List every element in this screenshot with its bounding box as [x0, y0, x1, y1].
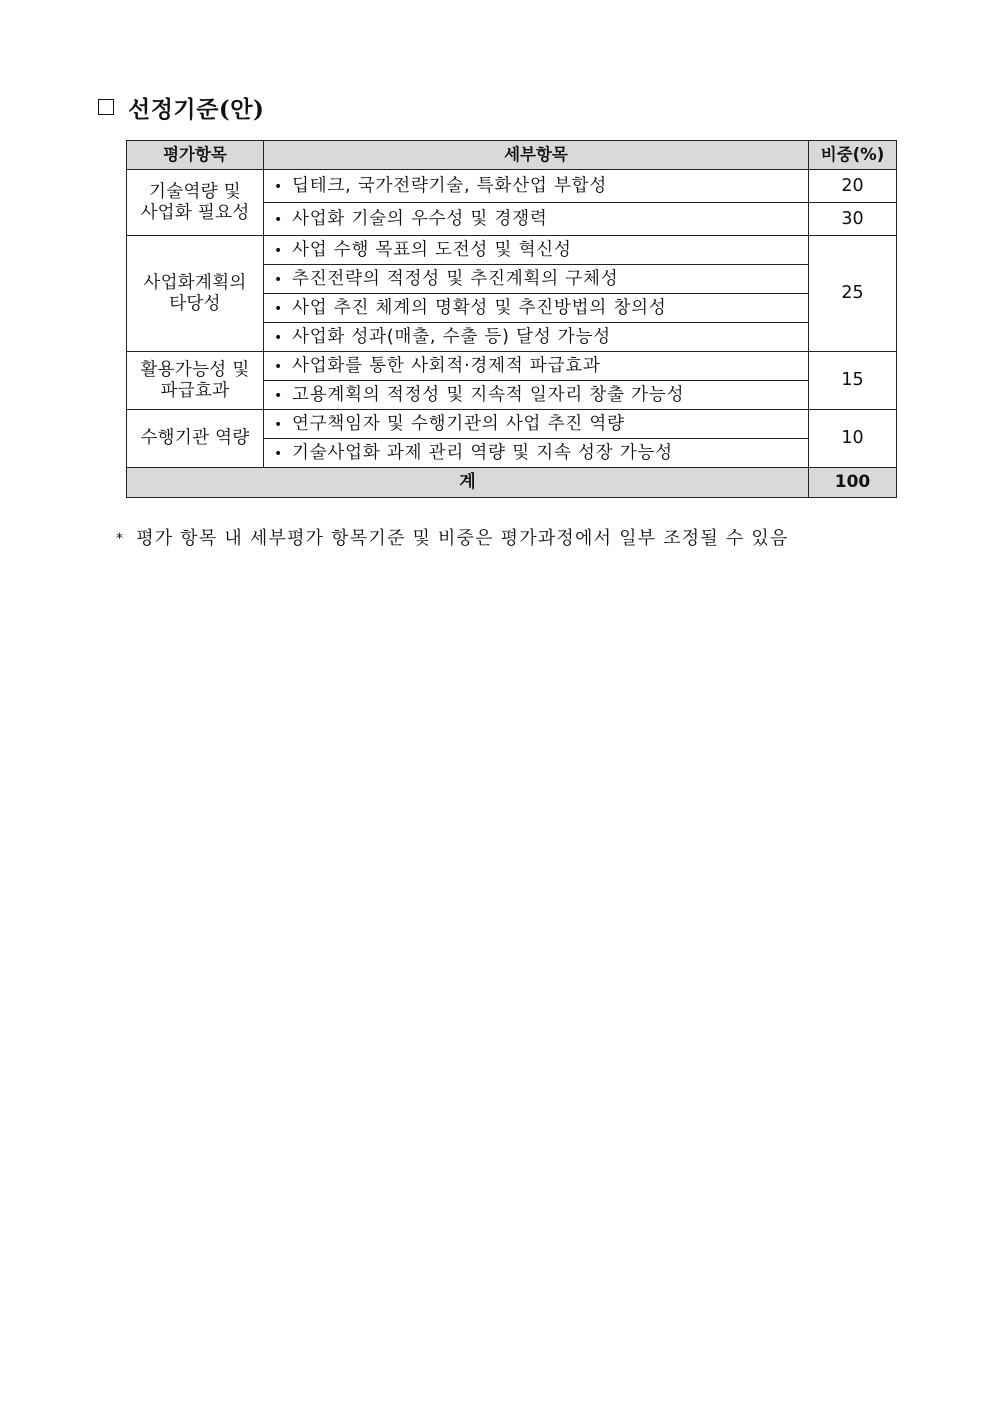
detail-cell: [264, 265, 809, 294]
total-label: 계: [127, 468, 809, 498]
category-line: 파급효과: [160, 380, 230, 401]
detail-cell: [264, 170, 809, 203]
category-line: 타당성: [169, 293, 221, 314]
header-category: 평가항목: [127, 141, 264, 170]
weight-cell: 25: [809, 236, 897, 352]
checkbox-icon: [98, 99, 114, 115]
category-line: 사업화 필요성: [140, 202, 250, 223]
weight-cell: 20: [809, 170, 897, 203]
header-detail: 세부항목: [264, 141, 809, 170]
detail-cell: [264, 294, 809, 323]
bullet-icon: •: [274, 387, 284, 404]
detail-cell: [264, 352, 809, 381]
category-cell: [127, 170, 264, 236]
detail-text: 사업화를 통한 사회적·경제적 파급효과: [292, 355, 601, 376]
bullet-icon: •: [274, 271, 284, 288]
detail-text: 고용계획의 적정성 및 지속적 일자리 창출 가능성: [292, 384, 685, 405]
section-title: 선정기준(안): [128, 95, 265, 123]
category-line: 사업화계획의: [143, 273, 247, 294]
table-row: [127, 170, 897, 203]
category-line: 기술역량 및: [149, 182, 241, 203]
table-header-row: [127, 141, 897, 170]
bullet-icon: •: [274, 329, 284, 346]
table-row: [127, 352, 897, 381]
weight-cell: 10: [809, 410, 897, 468]
detail-text: 사업 추진 체계의 명확성 및 추진방법의 창의성: [292, 297, 667, 318]
detail-text: 사업 수행 목표의 도전성 및 혁신성: [292, 239, 572, 260]
detail-cell: [264, 323, 809, 352]
weight-cell: 15: [809, 352, 897, 410]
detail-text: 기술사업화 과제 관리 역량 및 지속 성장 가능성: [292, 442, 673, 463]
detail-cell: [264, 439, 809, 468]
category-line: 수행기관 역량: [140, 428, 250, 449]
bullet-icon: •: [274, 358, 284, 375]
footnote-marker: *: [116, 531, 125, 547]
detail-cell: [264, 236, 809, 265]
category-line: 활용가능성 및: [140, 360, 250, 381]
footnote-text: 평가 항목 내 세부평가 항목기준 및 비중은 평가과정에서 일부 조정될 수 있음: [136, 528, 789, 549]
detail-text: 사업화 기술의 우수성 및 경쟁력: [292, 208, 548, 229]
table-row: [127, 236, 897, 265]
detail-text: 딥테크, 국가전략기술, 특화산업 부합성: [292, 175, 608, 196]
total-value: 100: [809, 468, 897, 498]
category-cell: [127, 352, 264, 410]
section-heading: [98, 92, 264, 122]
table-row: [127, 410, 897, 439]
detail-cell: [264, 381, 809, 410]
evaluation-criteria-table: [126, 140, 897, 498]
detail-text: 연구책임자 및 수행기관의 사업 추진 역량: [292, 413, 625, 434]
bullet-icon: •: [274, 416, 284, 433]
detail-text: 사업화 성과(매출, 수출 등) 달성 가능성: [292, 326, 612, 347]
weight-cell: 30: [809, 203, 897, 236]
detail-cell: [264, 203, 809, 236]
total-row: [127, 468, 897, 498]
category-cell: [127, 236, 264, 352]
bullet-icon: •: [274, 178, 284, 195]
detail-text: 추진전략의 적정성 및 추진계획의 구체성: [292, 268, 619, 289]
category-cell: [127, 410, 264, 468]
bullet-icon: •: [274, 211, 284, 228]
bullet-icon: •: [274, 445, 284, 462]
detail-cell: [264, 410, 809, 439]
footnote: [116, 524, 789, 550]
bullet-icon: •: [274, 300, 284, 317]
bullet-icon: •: [274, 242, 284, 259]
header-weight: 비중(%): [809, 141, 897, 170]
